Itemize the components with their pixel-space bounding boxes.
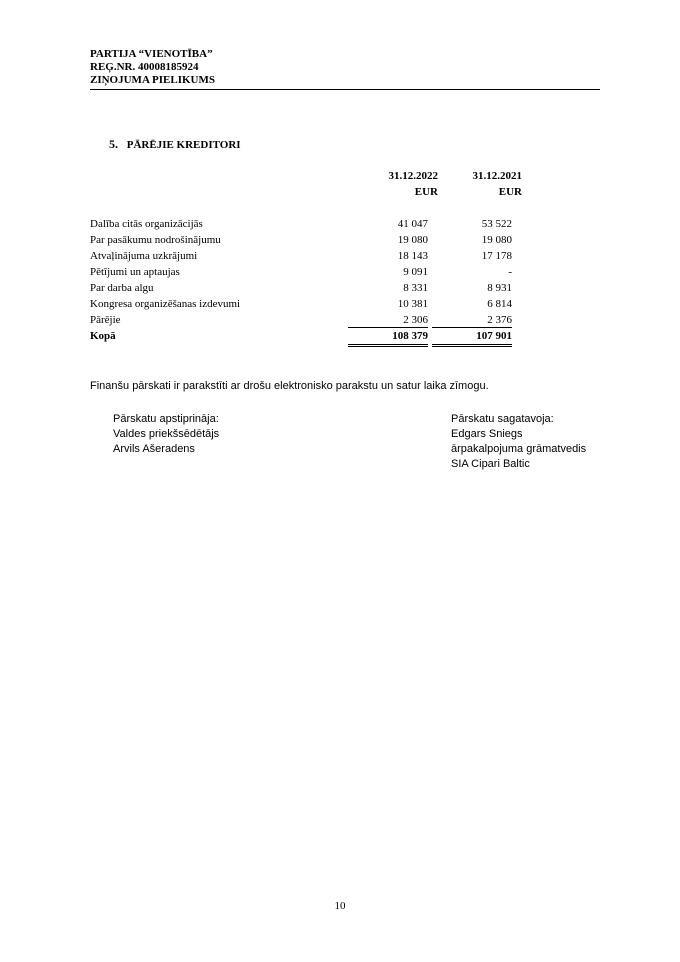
total-bottom-rule-2021 bbox=[432, 344, 512, 345]
total-value-2021: 107 901 bbox=[476, 330, 512, 342]
column-header-2022-currency: EUR bbox=[414, 186, 438, 198]
row-label: Par pasākumu nodrošinājumu bbox=[90, 234, 221, 246]
total-value-2022: 108 379 bbox=[392, 330, 428, 342]
table-row bbox=[90, 232, 520, 248]
row-value-2022: 41 047 bbox=[397, 218, 428, 230]
row-value-2021: 17 178 bbox=[481, 250, 512, 262]
header-reg-number: REĢ.NR. 40008185924 bbox=[90, 61, 199, 73]
table-row bbox=[90, 280, 520, 296]
column-header-2021-date: 31.12.2021 bbox=[472, 170, 522, 182]
row-value-2021: - bbox=[508, 266, 512, 278]
table-total-row bbox=[90, 328, 520, 344]
row-label: Par darba algu bbox=[90, 282, 154, 294]
approved-by-block bbox=[113, 412, 219, 457]
approved-position: Valdes priekšsēdētājs bbox=[113, 428, 220, 440]
row-value-2021: 19 080 bbox=[481, 234, 512, 246]
table-row bbox=[90, 312, 520, 328]
total-top-rule-2022 bbox=[348, 327, 428, 328]
row-value-2022: 10 381 bbox=[397, 298, 428, 310]
row-value-2021: 6 814 bbox=[487, 298, 512, 310]
column-header-2022-date: 31.12.2022 bbox=[388, 170, 438, 182]
total-label: Kopā bbox=[90, 330, 116, 342]
signature-note: Finanšu pārskati ir parakstīti ar drošu elektronisko parakstu un satur laika zīmogu. bbox=[90, 380, 489, 392]
row-label: Kongresa organizēšanas izdevumi bbox=[90, 298, 241, 310]
row-value-2021: 2 376 bbox=[487, 314, 512, 326]
total-bottom-rule-2022-double bbox=[348, 346, 428, 347]
prepared-caption: Pārskatu sagatavoja: bbox=[451, 413, 554, 425]
row-label: Pētījumi un aptaujas bbox=[90, 266, 180, 278]
row-value-2022: 9 091 bbox=[403, 266, 428, 278]
prepared-company: SIA Cipari Baltic bbox=[451, 458, 530, 470]
row-label: Atvaļinājuma uzkrājumi bbox=[90, 250, 198, 262]
table-row bbox=[90, 264, 520, 280]
approved-caption: Pārskatu apstiprināja: bbox=[113, 413, 219, 425]
section-title: PĀRĒJIE KREDITORI bbox=[126, 139, 241, 151]
table-row bbox=[90, 248, 520, 264]
header-party-name: PARTIJA “VIENOTĪBA” bbox=[90, 48, 213, 60]
prepared-name: Edgars Sniegs bbox=[451, 428, 523, 440]
row-label: Pārējie bbox=[90, 314, 121, 326]
table-row bbox=[90, 296, 520, 312]
row-value-2022: 18 143 bbox=[397, 250, 428, 262]
creditors-table bbox=[90, 216, 520, 344]
page-number: 10 bbox=[334, 900, 346, 912]
prepared-position: ārpakalpojuma grāmatvedis bbox=[451, 443, 587, 455]
column-header-2021-currency: EUR bbox=[498, 186, 522, 198]
header-report-title: ZIŅOJUMA PIELIKUMS bbox=[90, 74, 215, 86]
total-bottom-rule-2022 bbox=[348, 344, 428, 345]
row-value-2021: 53 522 bbox=[481, 218, 512, 230]
total-top-rule-2021 bbox=[432, 327, 512, 328]
row-value-2022: 19 080 bbox=[397, 234, 428, 246]
row-value-2022: 8 331 bbox=[403, 282, 428, 294]
section-heading bbox=[109, 137, 241, 152]
section-number: 5. bbox=[109, 137, 118, 151]
prepared-by-block bbox=[451, 412, 586, 472]
approved-name: Arvils Ašeradens bbox=[113, 443, 195, 455]
row-label: Dalība citās organizācijās bbox=[90, 218, 203, 230]
table-row bbox=[90, 216, 520, 232]
row-value-2022: 2 306 bbox=[403, 314, 428, 326]
row-value-2021: 8 931 bbox=[487, 282, 512, 294]
document-header bbox=[90, 48, 600, 90]
total-bottom-rule-2021-double bbox=[432, 346, 512, 347]
